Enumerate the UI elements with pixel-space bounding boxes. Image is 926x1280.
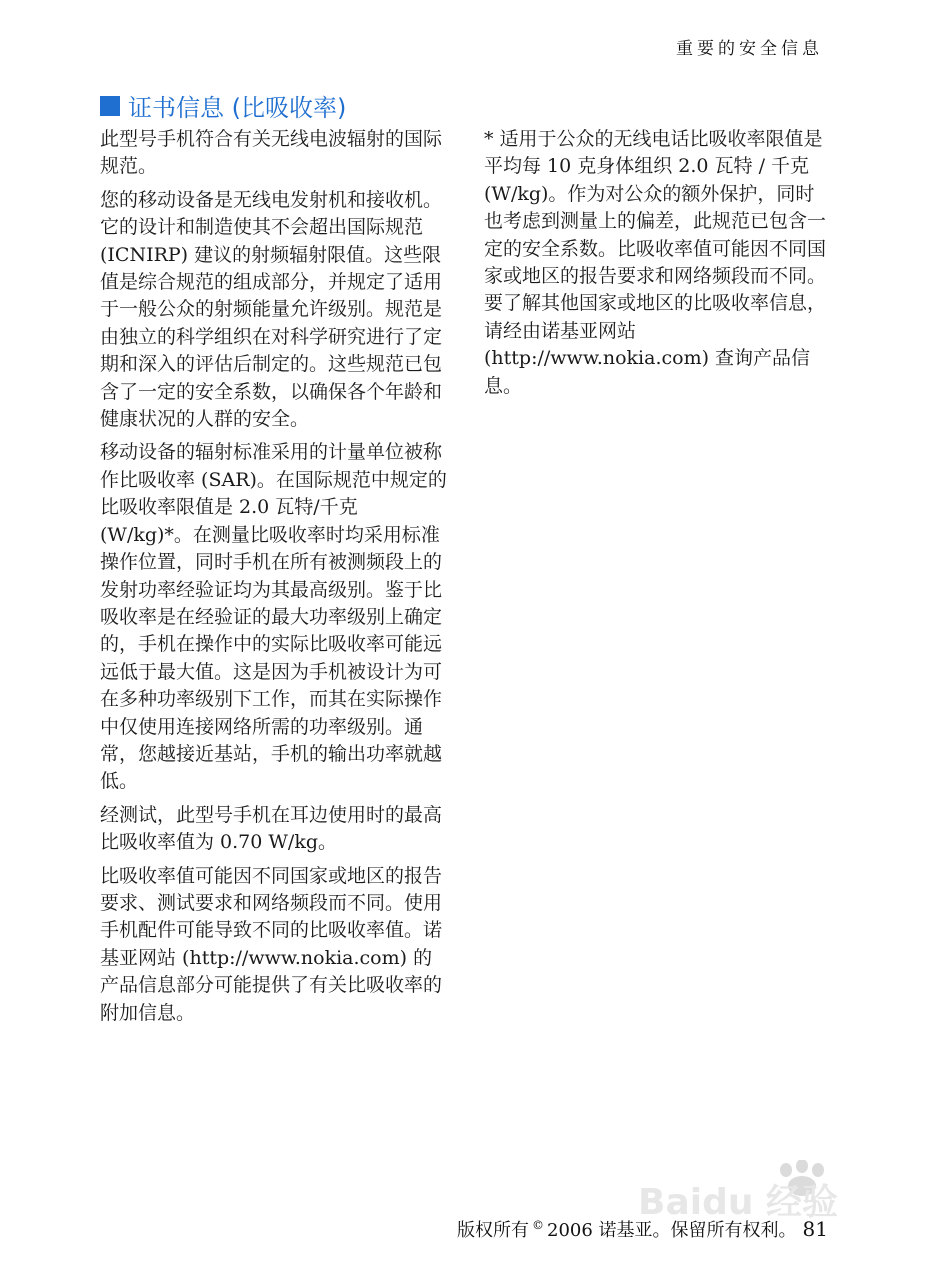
paragraph: 移动设备的辐射标准采用的计量单位被称作比吸收率 (SAR)。在国际规范中规定的比吸收率限值是 2.0 瓦特/千克 (W/kg)*。在测量比吸收率时均采用标准操作位置，同时手机在所有被测频段上的发射功率经验证均为其最高级别。鉴于比吸收率是在经验证的最大功率级别上确定的，手机在操作中的实际比吸收率可能远远低于最大值。这是因为手机被设计为可在多种功率级别下工作，而其在实际操作中仅使用连接网络所需的功率级别。通常，您越接近基站，手机的输出功率就越低。 bbox=[100, 441, 447, 793]
paragraph: 您的移动设备是无线电发射机和接收机。它的设计和制造使其不会超出国际规范 (ICNIRP) 建议的射频辐射限值。这些限值是综合规范的组成部分，并规定了适用于一般公众的射频能量允许级别。规范是由独立的科学组织在对科学研究进行了定期和深入的评估后制定的。这些规范已包含了一定的安全系数，以确保各个年龄和健康状况的人群的安全。 bbox=[100, 188, 443, 431]
footnote-paragraph: * 适用于公众的无线电话比吸收率限值是平均每 10 克身体组织 2.0 瓦特 / 千克 (W/kg)。作为对公众的额外保护，同时也考虑到测量上的偏差，此规范已包含一定的安全系数。比吸收率值可能因不同国家或地区的报告要求和网络频段而不同。要了解其他国家或地区的比吸收率信息，请经由诺基亚网站 (http://www.nokia.com) 查询产品信息。 bbox=[484, 128, 827, 397]
baidu-watermark-logo bbox=[636, 1160, 866, 1220]
section-title-text: 证书信息 (比吸收率) bbox=[128, 94, 347, 122]
running-header: 重要的安全信息 bbox=[676, 39, 823, 59]
watermark-text: Baidu 经验 bbox=[638, 1182, 839, 1220]
left-column bbox=[100, 126, 450, 1033]
page-number: 81 bbox=[802, 1217, 828, 1241]
page-footer bbox=[457, 1216, 828, 1242]
copyright-text: 2006 诺基亚。保留所有权利。 bbox=[547, 1220, 797, 1241]
copyright-icon: © bbox=[532, 1218, 545, 1232]
paragraph: 经测试，此型号手机在耳边使用时的最高比吸收率值为 0.70 W/kg。 bbox=[100, 803, 443, 854]
paragraph: 此型号手机符合有关无线电波辐射的国际规范。 bbox=[100, 128, 443, 178]
right-column bbox=[484, 126, 829, 406]
copyright-label: 版权所有 bbox=[457, 1220, 530, 1241]
paragraph: 比吸收率值可能因不同国家或地区的报告要求、测试要求和网络频段而不同。使用手机配件可能导致不同的比吸收率值。诺基亚网站 (http://www.nokia.com) 的产品信息部分可能提供了有关比吸收率的附加信息。 bbox=[100, 864, 443, 1024]
square-bullet-icon bbox=[100, 96, 120, 116]
section-heading bbox=[100, 88, 346, 123]
